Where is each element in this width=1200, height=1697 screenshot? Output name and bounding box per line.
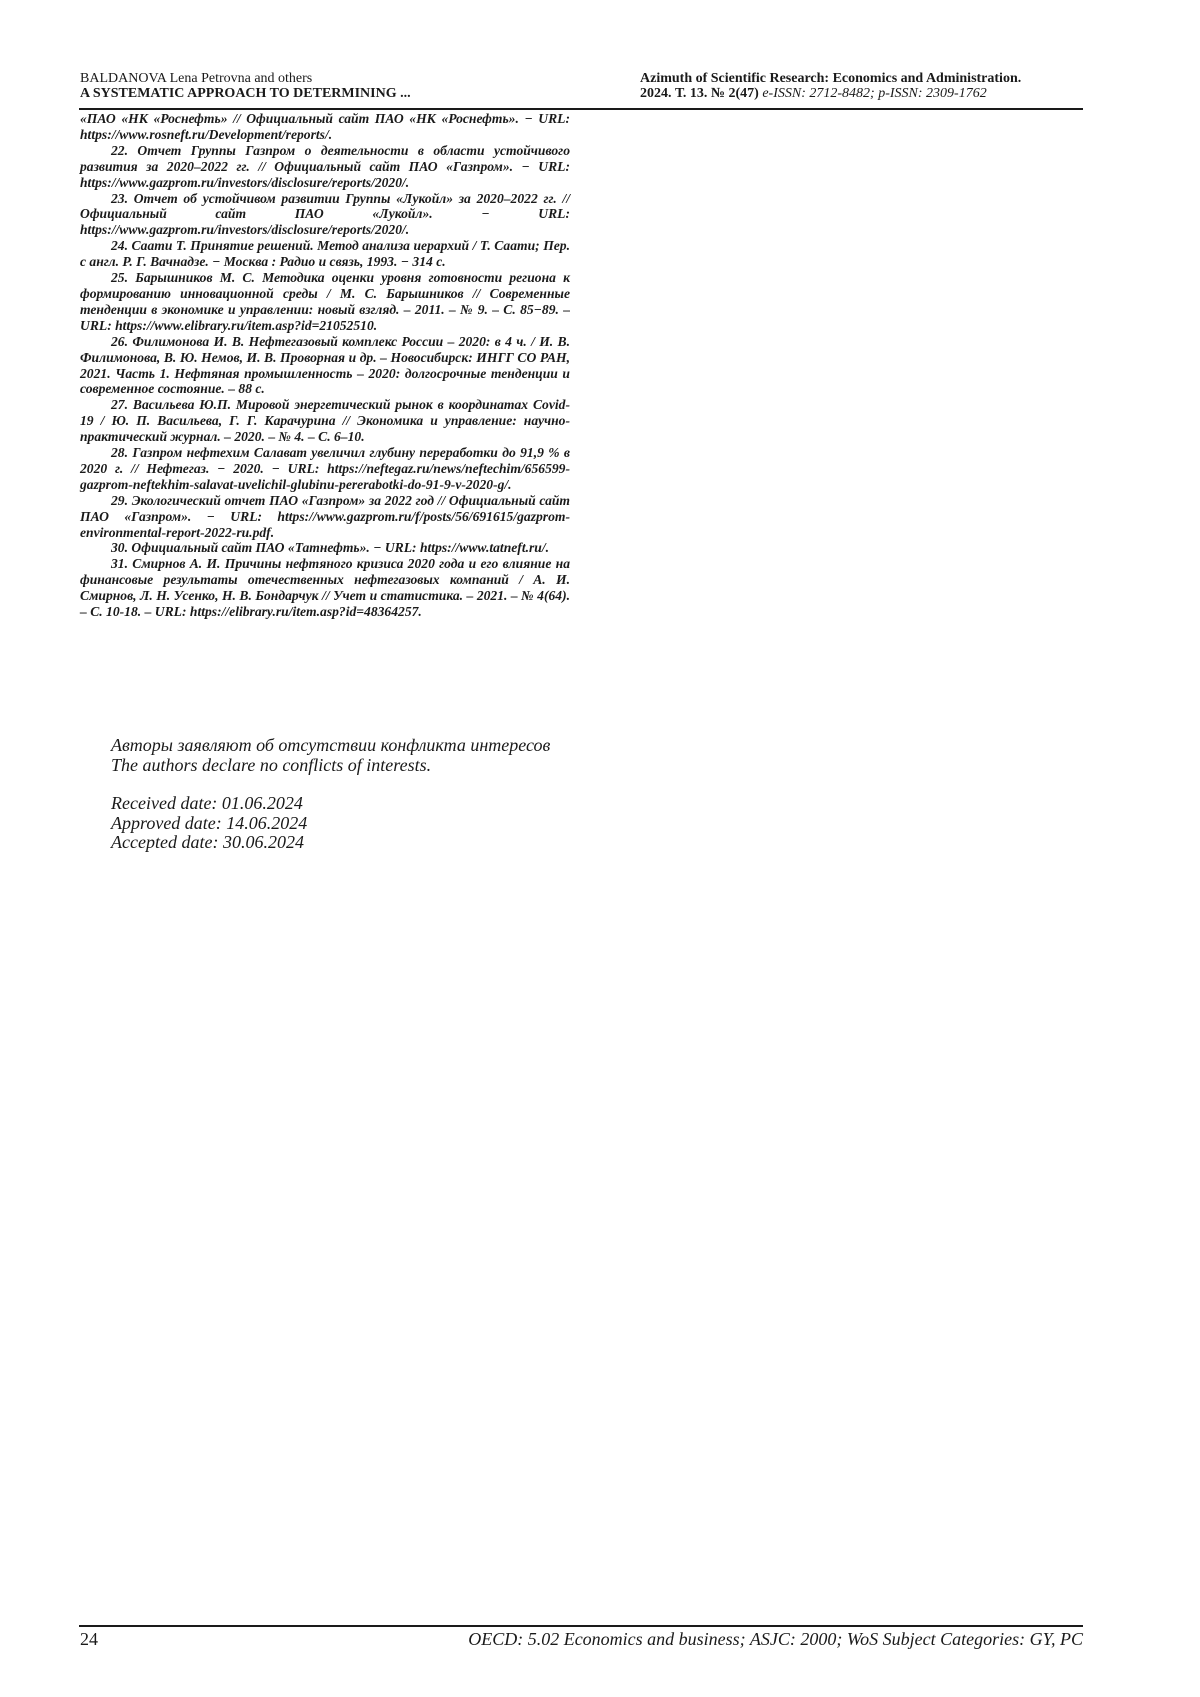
reference-item: 31. Смирнов А. И. Причины нефтяного кризиса 2020 года и его влияние на финансовые результаты отечественных нефтегазовых компаний / А. И. Смирнов, Л. Н. Усенко, Н. В. Бондарчук // Учет и статистика. – 2021. – № 4(64). – С. 10-18. – URL: https://elibrary.ru/item.asp?id=48364257. [80,556,570,620]
notes-spacer [80,775,570,794]
reference-list [80,111,570,620]
accepted-date: Accepted date: 30.06.2024 [111,832,304,852]
received-date: Received date: 01.06.2024 [111,793,303,813]
conflict-statement-ru: Авторы заявляют об отсутствии конфликта интересов [111,735,551,755]
reference-item: 26. Филимонова И. В. Нефтегазовый комплекс России – 2020: в 4 ч. / И. В. Филимонова, В. Ю. Немов, И. В. Проворная и др. – Новосибирск: ИНГГ СО РАН, 2021. Часть 1. Нефтяная промышленность – 2020: долгосрочные тенденции и современное состояние. – 88 с. [80,333,570,397]
header-article-title: A SYSTEMATIC APPROACH TO DETERMINING ... [80,86,411,101]
reference-item: 23. Отчет об устойчивом развитии Группы «Лукойл» за 2020–2022 гг. // Официальный сайт ПАО «Лукойл». − URL: https://www.gazprom.ru/investors/disclosure/reports/2020/. [80,190,570,238]
reference-item: 28. Газпром нефтехим Салават увеличил глубину переработки до 91,9 % в 2020 г. // Нефтегаз. − 2020. − URL: https://neftegaz.ru/news/neftechim/656599-gazprom-neftekhim-salavat-uvelichil-glubinu-pererabotki-do-91-9-v-2020-g/. [80,445,570,492]
approved-date: Approved date: 14.06.2024 [111,812,308,833]
header-authors: BALDANOVA Lena Petrovna and others [80,71,313,86]
reference-item: 24. Саати Т. Принятие решений. Метод анализа иерархий / Т. Саати; Пер. с англ. Р. Г. Вачнадзе. − Москва : Радио и связь, 1993. − 314 с. [80,238,570,270]
article-notes [80,736,570,853]
reference-item: 27. Васильева Ю.П. Мировой энергетический рынок в координатах Covid-19 / Ю. П. Васильева, Г. Г. Карачурина // Экономика и управление: научно-практический журнал. – 2020. – № 4. – С. 6–10. [80,397,570,445]
header-issn: e-ISSN: 2712-8482; p-ISSN: 2309-1762 [762,86,987,101]
header-rule [79,108,1083,110]
footer-rule [79,1625,1083,1627]
running-header-left [80,71,600,101]
header-journal-name: Azimuth of Scientific Research: Economics and Administration. [640,71,1022,86]
page-number: 24 [80,1629,98,1649]
reference-item: 22. Отчет Группы Газпром о деятельности в области устойчивого развития за 2020–2022 гг. // Официальный сайт ПАО «Газпром». − URL: https://www.gazprom.ru/investors/disclosure/reports/2020/. [80,142,570,190]
reference-item: 30. Официальный сайт ПАО «Татнефть». − URL: https://www.tatneft.ru/. [111,540,550,556]
footer-classification: OECD: 5.02 Economics and business; ASJC: 2000; WoS Subject Categories: GY, PC [468,1629,1083,1649]
reference-item: 25. Барышников М. С. Методика оценки уровня готовности региона к формированию инновационной среды / М. С. Барышников // Современные тенденции в экономике и управлении: новый взгляд. – 2011. – № 9. – С. 85−89. – URL: https://www.elibrary.ru/item.asp?id=21052510. [80,270,570,333]
reference-item: 29. Экологический отчет ПАО «Газпром» за 2022 год // Официальный сайт ПАО «Газпром». − URL: https://www.gazprom.ru/f/posts/56/691615/gazprom-environmental-report-2022-ru.pdf. [80,492,570,540]
header-issue-line [640,86,1100,101]
running-header-right [640,71,1100,101]
header-issue: 2024. Т. 13. № 2(47) [640,86,759,101]
conflict-statement-en: The authors declare no conflicts of interests. [111,754,432,775]
reference-item: «ПАО «НК «Роснефть» // Официальный сайт ПАО «НК «Роснефть». − URL: https://www.rosneft.ru/Development/reports/. [80,111,570,142]
